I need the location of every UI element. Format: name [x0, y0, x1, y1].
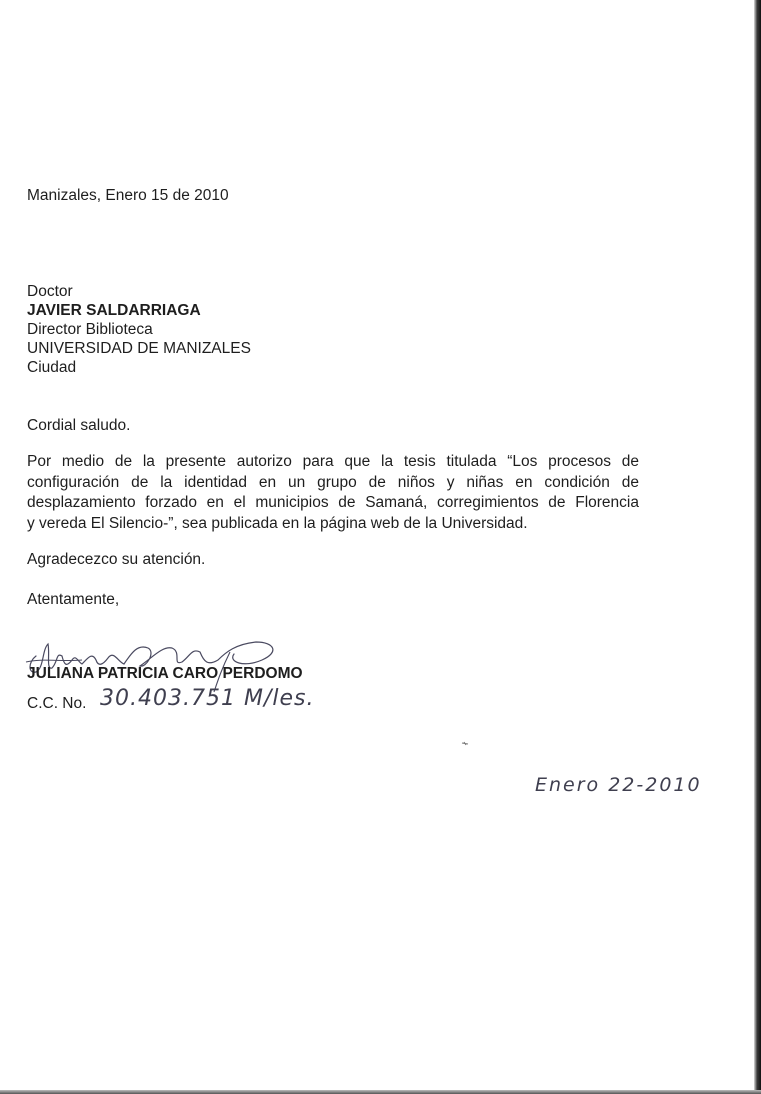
recipient-institution: UNIVERSIDAD DE MANIZALES [27, 340, 251, 357]
body-line: Por medio de la presente autorizo para que la tesis titulada “Los procesos de [27, 453, 639, 470]
greeting: Cordial saludo. [27, 417, 131, 434]
body-line: configuración de la identidad en un grupo de niños y niñas en condición de [27, 473, 639, 491]
scan-edge-bottom [0, 1090, 761, 1094]
scan-speck [461, 741, 469, 746]
body-paragraph [27, 452, 639, 534]
scan-edge-right [754, 0, 761, 1094]
handwritten-id-number: 30.403.751 M/les. [100, 686, 315, 711]
recipient-position: Director Biblioteca [27, 321, 153, 338]
recipient-name: JAVIER SALDARRIAGA [27, 302, 201, 319]
recipient-city: Ciudad [27, 359, 77, 376]
body-line: desplazamiento forzado en el municipios de Samaná, corregimientos de Florencia [27, 494, 639, 511]
recipient-title: Doctor [27, 283, 73, 300]
place-date: Manizales, Enero 15 de 2010 [27, 187, 229, 204]
id-label: C.C. No. [27, 695, 87, 712]
body-line: y vereda El Silencio-”, sea publicada en la página web de la Universidad. [27, 514, 528, 532]
thanks-line: Agradecezco su atención. [27, 551, 206, 568]
signer-name: JULIANA PATRICIA CARO PERDOMO [27, 665, 303, 682]
closing-line: Atentamente, [27, 591, 120, 608]
handwritten-date: Enero 22-2010 [535, 774, 702, 796]
